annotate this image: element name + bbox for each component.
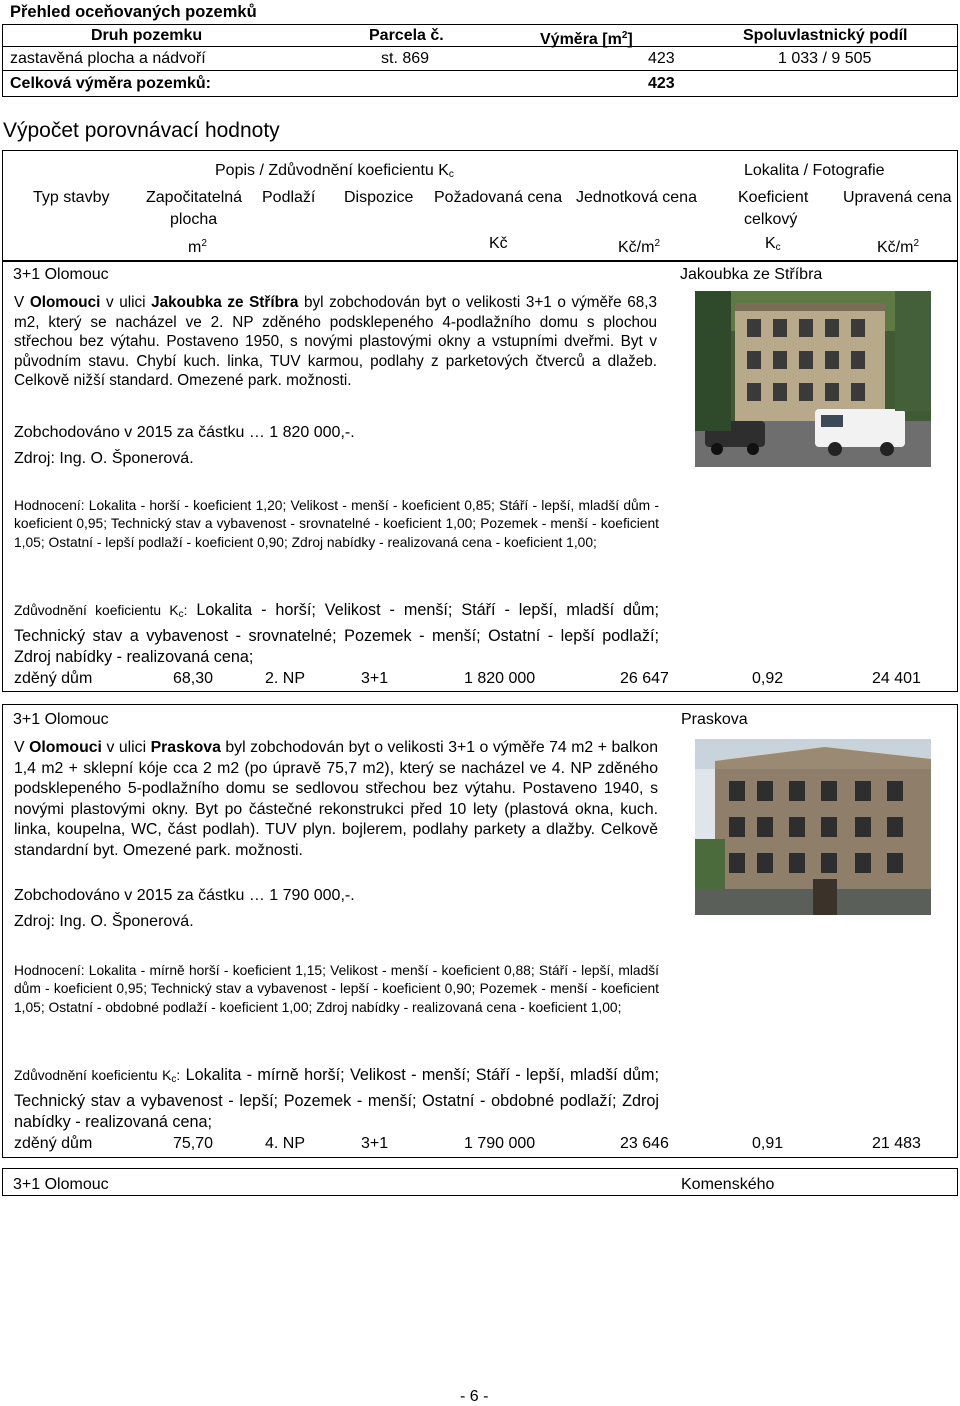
header-druh: Druh pozemku [91,27,203,44]
header-podil: Spoluvlastnický podíl [743,27,908,44]
entry-source: Zdroj: Ing. O. Šponerová. [14,450,194,467]
header-koeficient: Koeficient [738,189,809,206]
row-divider [3,46,957,47]
header-typ: Typ stavby [33,189,110,206]
row-dispozice: 3+1 [361,670,389,687]
entry-source: Zdroj: Ing. O. Šponerová. [14,913,194,930]
row-koeficient: 0,91 [752,1135,784,1152]
unit-kc-koef: $K_c$ [765,235,781,253]
header-jednotkova: Jednotková cena [576,189,697,206]
row-jednotkova: 23 646 [620,1135,669,1152]
row-typ: zděný dům [14,1135,93,1152]
row-pozadovana: 1 790 000 [464,1135,536,1152]
header-pozadovana: Požadovaná cena [434,189,563,206]
entry-description: V Olomouci v ulici Praskova byl zobchodován byt o velikosti 3+1 o výměře 74 m2 + balkon 1,4 m2 + sklepní kóje cca 2 m2 (po úpravě 75,7 m2), který se nacházel ve 4. NP zděného podsklepeného 5-podlažního domu se sedlovou střechou bez výtahu. Postaveno 1940, s novými plastovými okny. Byt po částečné rekonstrukci před 10 lety (plastová okna, kuch. linka, koupelna, WC, část podlah). TUV plyn. bojlerem, podlahy parkety a dlažby. Celkově standardní byt. Omezené park. možnosti. [14,739,658,859]
header-podlazi: Podlaží [262,189,316,206]
header-dispozice: Dispozice [344,189,414,206]
header-zapocitatelna: Započitatelná [146,189,243,206]
land-total-label: Celková výměra pozemků: [10,75,211,92]
section-title-comparison: Výpočet porovnávací hodnoty [3,119,280,142]
row-podlazi: 4. NP [265,1135,306,1152]
row-upravena: 21 483 [872,1135,921,1152]
entry-zduvodneni: Zdůvodnění koeficientu $K_c$: Lokalita - horší; Velikost - menší; Stáří - lepší, mladší dům; Technický stav a vybavenost - srovnatelné; Pozemek - menší; Ostatní - lepší podlaží; Zdroj nabídky - realizovaná cena; [14,601,660,666]
land-vymera: 423 [648,50,675,67]
header-parcela: Parcela č. [369,27,444,44]
building-photo-illustration [695,739,931,915]
entry-location: Jakoubka ze Stříbra [680,266,823,283]
entry-sold: Zobchodováno v 2015 za částku … 1 820 000,-. [14,424,355,441]
land-podil: 1 033 / 9 505 [778,50,872,67]
row-typ: zděný dům [14,670,93,687]
entry-name: 3+1 Olomouc [13,1176,109,1193]
entry-name: 3+1 Olomouc [13,266,109,283]
entry-location: Praskova [681,711,748,728]
header-popis: Popis / Zdůvodnění koeficientu $K_c$ [215,162,454,180]
entry-box [2,1168,958,1196]
property-photo [695,739,931,915]
header-plocha: plocha [170,211,218,228]
row-upravena: 24 401 [872,670,921,687]
row-pozadovana: 1 820 000 [464,670,536,687]
row-dispozice: 3+1 [361,1135,389,1152]
header-celkovy: celkový [744,211,798,228]
entry-hodnoceni: Hodnocení: Lokalita - horší - koeficient 1,20; Velikost - menší - koeficient 0,85; Stáří - lepší, mladší dům - koeficient 0,95; Technický stav a vybavenost - srovnatelné - koeficient 1,00; Pozemek - menší - koeficient 1,05; Ostatní - lepší podlaží - koeficient 0,90; Zdroj nabídky - realizovaná cena - koeficient 1,00; [14,498,659,550]
entry-name: 3+1 Olomouc [13,711,109,728]
unit-kc-m2-upravena: $Kč/m^2$ [877,238,920,256]
land-druh: zastavěná plocha a nádvoří [10,50,206,67]
entry-sold: Zobchodováno v 2015 za částku … 1 790 000,-. [14,887,355,904]
row-jednotkova: 26 647 [620,670,669,687]
unit-kc-m2: $Kč/m^2$ [618,238,661,256]
header-lokalita: Lokalita / Fotografie [744,162,885,179]
house-photo-illustration [695,291,931,467]
row-divider [3,70,957,71]
unit-m2: $m^2$ [188,238,207,256]
row-plocha: 68,30 [173,670,214,687]
row-koeficient: 0,92 [752,670,784,687]
header-upravena: Upravená cena [843,189,952,206]
entry-zduvodneni: Zdůvodnění koeficientu $K_c$: Lokalita - mírně horší; Velikost - menší; Stáří - lepší, mladší dům; Technický stav a vybavenost - lepší; Pozemek - menší; Ostatní - obdobné podlaží; Zdroj nabídky - realizovaná cena; [14,1066,660,1131]
page-number: - 6 - [460,1388,489,1405]
entry-location: Komenského [681,1176,775,1193]
header-vymera: Výměra $[m^2]$ [540,30,633,48]
section-title-land: Přehled oceňovaných pozemků [10,3,257,21]
row-plocha: 75,70 [173,1135,214,1152]
row-podlazi: 2. NP [265,670,306,687]
land-parcela: st. 869 [381,50,430,67]
land-total-value: 423 [648,75,675,92]
entry-hodnoceni: Hodnocení: Lokalita - mírně horší - koeficient 1,15; Velikost - menší - koeficient 0,88; Stáří - lepší, mladší dům - koeficient 0,95; Technický stav a vybavenost - lepší - koeficient 0,90; Pozemek - menší - koeficient 1,05; Ostatní - obdobné podlaží - koeficient 1,00; Zdroj nabídky - realizovaná cena - koeficient 1,00; [14,963,659,1015]
property-photo [695,291,931,467]
entry-description: V Olomouci v ulici Jakoubka ze Stříbra byl zobchodován byt o velikosti 3+1 o výměře 68,3 m2, který se nacházel ve 2. NP zděného podsklepeného 4-podlažního domu s plochou střechou bez výtahu. Postaveno 1950, s novými plastovými okny a vstupními dveřmi. Byt v původním stavu. Chybí kuch. linka, TUV karmou, podlahy z parketových čtverců a dlažeb. Celkově nižší standard. Omezené park. možnosti. [14,294,658,389]
unit-kc: Kč [489,235,508,252]
